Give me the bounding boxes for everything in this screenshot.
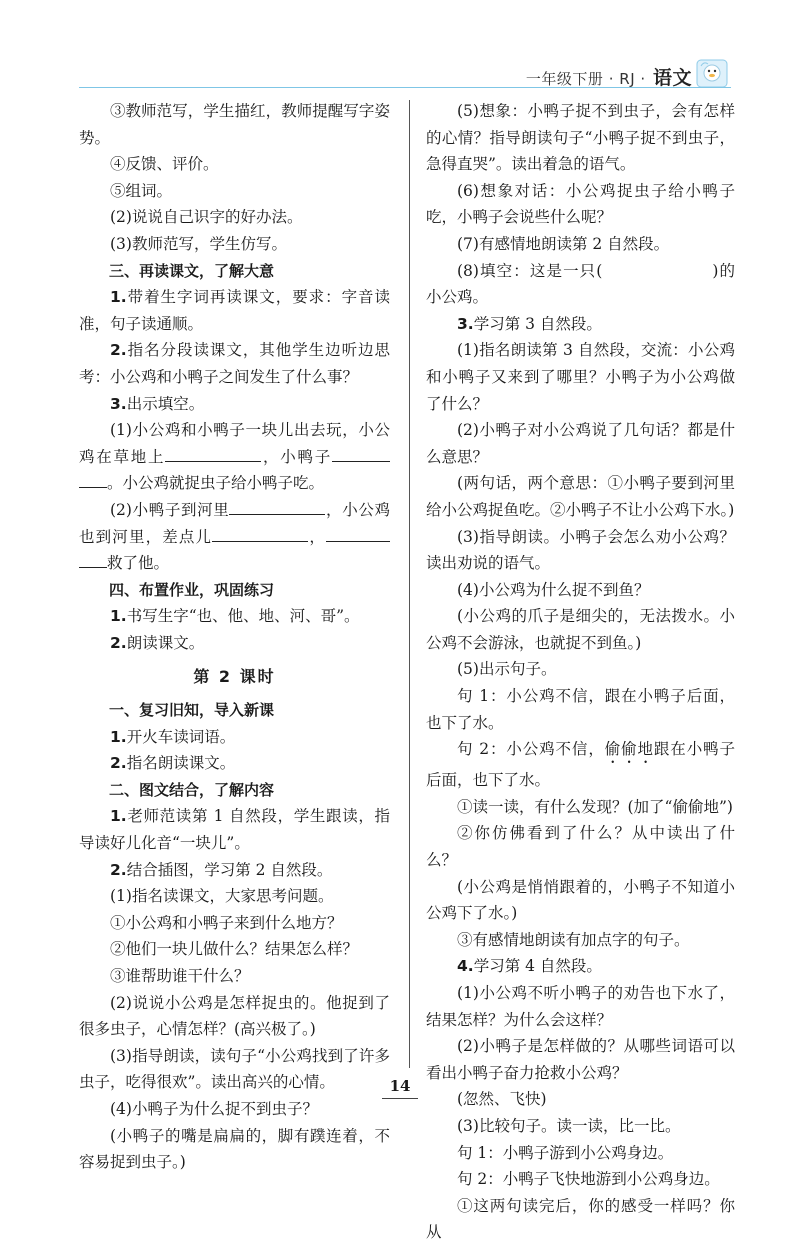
section-heading: 一、复习旧知，导入新课 <box>109 701 275 720</box>
paragraph: (5)想象：小鸭子捉不到虫子，会有怎样的心情？指导朗读句子“小鸭子捉不到虫子，急得直哭”。读出着急的语气。 <box>426 102 735 174</box>
paragraph: (2)小鸭子对小公鸡说了几句话？都是什么意思？ <box>426 421 735 466</box>
paragraph: (3)指导朗读。小鸭子会怎么劝小公鸡？读出劝说的语气。 <box>426 527 735 573</box>
paragraph: (6)想象对话：小公鸡捉虫子给小鸭子吃，小鸭子会说些什么呢？ <box>426 181 735 227</box>
paragraph: (小公鸡是悄悄跟着的，小鸭子不知道小公鸡下了水。) <box>426 877 735 923</box>
answer-blank[interactable] <box>79 552 107 568</box>
paragraph: (2)说说自己识字的好办法。 <box>110 208 303 227</box>
right-column <box>426 98 735 1246</box>
header-rule <box>79 87 731 88</box>
section-heading: 三、再读课文，了解大意 <box>109 261 275 280</box>
paragraph: 4.学习第 4 自然段。 <box>457 957 602 976</box>
paragraph: 2.指名分段读课文，其他学生边听边思考：小公鸡和小鸭子之间发生了什么事？ <box>79 341 390 386</box>
paragraph: (3)教师范写，学生仿写。 <box>110 234 287 253</box>
paragraph: ②他们一块儿做什么？结果怎么样？ <box>110 940 359 959</box>
answer-blank[interactable] <box>332 446 390 462</box>
paragraph: (小鸭子的嘴是扁扁的，脚有蹼连着，不容易捉到虫子。) <box>79 1126 390 1172</box>
answer-blank[interactable] <box>79 472 107 488</box>
book-label: 一年级下册 · RJ · 语文 <box>525 67 692 89</box>
paragraph: (2)说说小公鸡是怎样捉虫的。他捉到了很多虫子，心情怎样？(高兴极了。) <box>79 993 390 1039</box>
paragraph: ③有感情地朗读有加点字的句子。 <box>457 930 690 949</box>
subject-label: 语文 <box>652 67 692 89</box>
fill-blank-item: (1)小公鸡和小鸭子一块儿出去玩，小公鸡在草地上 ，小鸭子。小公鸡就捉虫子给小鸭子吃。 <box>79 421 390 493</box>
column-divider <box>409 100 410 1068</box>
paragraph: (1)指名朗读第 3 自然段，交流：小公鸡和小鸭子又来到了哪里？小鸭子为小公鸡做了什么？ <box>426 341 735 413</box>
paragraph: 2.结合插图，学习第 2 自然段。 <box>110 860 333 879</box>
paragraph: (忽然、飞快) <box>457 1090 547 1109</box>
lesson-title: 第 2 课时 <box>193 667 276 687</box>
edition-label: RJ <box>619 70 636 88</box>
fill-blank-item: (8)填空：这是一只( )的小公鸡。 <box>426 261 735 307</box>
answer-blank[interactable] <box>326 526 390 542</box>
paragraph: (7)有感情地朗读第 2 自然段。 <box>457 234 670 253</box>
answer-blank[interactable] <box>212 526 308 542</box>
paragraph: 1.老师范读第 1 自然段，学生跟读，指导读好儿化音“一块儿”。 <box>79 807 390 853</box>
paragraph: ①读一读，有什么发现？(加了“偷偷地”) <box>457 797 733 816</box>
paragraph: 3.学习第 3 自然段。 <box>457 314 602 333</box>
paragraph: (1)小公鸡不听小鸭子的劝告也下水了，结果怎样？为什么会这样？ <box>426 984 735 1029</box>
emphasized-words: 偷偷地 <box>604 740 654 759</box>
section-heading: 二、图文结合，了解内容 <box>109 780 275 799</box>
cartoon-duck-icon <box>696 58 728 88</box>
grade-label: 一年级下册 <box>525 70 604 88</box>
example-sentence: 句 2：小鸭子飞快地游到小公鸡身边。 <box>457 1170 720 1189</box>
example-sentence: 句 1：小鸭子游到小公鸡身边。 <box>457 1143 674 1162</box>
paragraph: ④反馈、评价。 <box>110 155 219 174</box>
fill-blank-item: (2)小鸭子到河里 ，小公鸡也到河里，差点儿 ，救了他。 <box>79 500 390 573</box>
answer-blank[interactable] <box>165 446 261 462</box>
left-column <box>79 98 390 1176</box>
page-header <box>0 0 800 100</box>
example-sentence: 句 1：小公鸡不信，跟在小鸭子后面，也下了水。 <box>426 687 735 732</box>
paragraph: (4)小公鸡为什么捉不到鱼？ <box>457 580 650 599</box>
paragraph: (4)小鸭子为什么捉不到虫子？ <box>110 1099 318 1118</box>
paragraph: ②你仿佛看到了什么？从中读出了什么？ <box>426 824 735 870</box>
paragraph: (小公鸡的爪子是细尖的，无法拨水。小公鸡不会游泳，也就捉不到鱼。) <box>426 607 735 652</box>
paragraph: ①小公鸡和小鸭子来到什么地方？ <box>110 913 343 932</box>
paragraph: 2.朗读课文。 <box>110 633 205 652</box>
answer-blank[interactable] <box>229 499 325 515</box>
paragraph: 1.带着生字词再读课文，要求：字音读准，句子读通顺。 <box>79 288 390 333</box>
paragraph: (3)比较句子。读一读，比一比。 <box>457 1116 681 1135</box>
paragraph: 2.指名朗读课文。 <box>110 754 236 773</box>
paragraph: ⑤组词。 <box>110 181 173 200</box>
paragraph: (2)小鸭子是怎样做的？从哪些词语可以看出小鸭子奋力抢救小公鸡？ <box>426 1037 735 1082</box>
paragraph: (3)指导朗读，读句子“小公鸡找到了许多虫子，吃得很欢”。读出高兴的心情。 <box>79 1046 390 1092</box>
paragraph: ③教师范写，学生描红，教师提醒写字姿势。 <box>79 102 390 147</box>
paragraph: (5)出示句子。 <box>457 660 557 679</box>
paragraph: (1)指名读课文，大家思考问题。 <box>110 887 334 906</box>
paragraph: (两句话，两个意思：①小鸭子要到河里给小公鸡捉鱼吃。②小鸭子不让小公鸡下水。) <box>426 474 735 519</box>
paragraph: 3.出示填空。 <box>110 394 205 413</box>
paragraph: ①这两句读完后，你的感受一样吗？你从 <box>426 1196 735 1242</box>
paragraph: 1.书写生字“也、他、地、河、哥”。 <box>110 607 360 626</box>
section-heading: 四、布置作业，巩固练习 <box>109 580 275 599</box>
example-sentence: 句 2：小公鸡不信，偷偷地跟在小鸭子后面，也下了水。 <box>426 740 735 790</box>
page-number: 14 <box>389 1077 411 1095</box>
page-number-underline <box>382 1098 418 1099</box>
paragraph: ③谁帮助谁干什么？ <box>110 967 250 985</box>
paragraph: 1.开火车读词语。 <box>110 727 236 746</box>
